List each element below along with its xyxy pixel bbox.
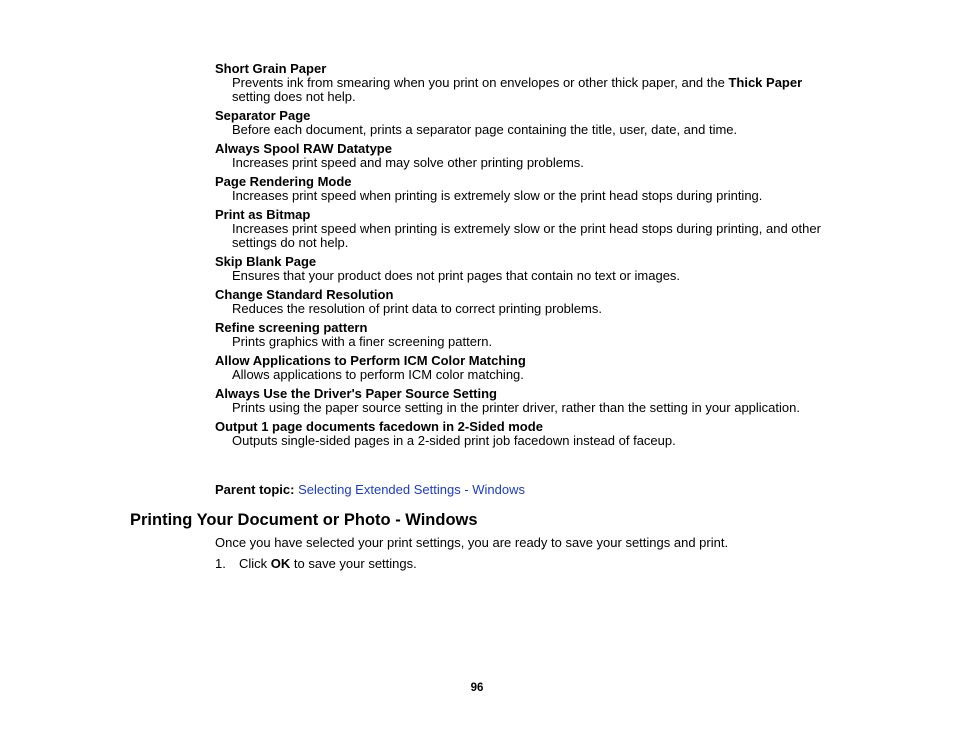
parent-topic <box>215 483 525 497</box>
entry-allow-icm-color-matching <box>215 354 835 382</box>
entry-description: Allows applications to perform ICM color matching. <box>232 367 524 382</box>
entry-term: Always Use the Driver's Paper Source Setting <box>215 386 497 401</box>
step-text: to save your settings. <box>290 556 417 571</box>
parent-topic-link[interactable]: Selecting Extended Settings - Windows <box>298 482 525 497</box>
entry-term: Skip Blank Page <box>215 254 317 269</box>
entry-term: Refine screening pattern <box>215 320 368 335</box>
entry-term: Print as Bitmap <box>215 207 311 222</box>
entry-always-spool-raw <box>215 142 835 170</box>
settings-definition-list <box>215 62 835 448</box>
entry-term: Output 1 page documents facedown in 2-Sided mode <box>215 419 543 434</box>
entry-print-as-bitmap <box>215 208 835 250</box>
entry-description <box>232 76 835 104</box>
entry-description: Increases print speed when printing is extremely slow or the print head stops during printing. <box>232 188 763 203</box>
entry-refine-screening-pattern <box>215 321 835 349</box>
entry-page-rendering-mode <box>215 175 835 203</box>
section-intro: Once you have selected your print settings, you are ready to save your settings and print. <box>215 535 729 550</box>
entry-description: Increases print speed and may solve other printing problems. <box>232 155 584 170</box>
entry-term: Page Rendering Mode <box>215 174 352 189</box>
entry-description: Before each document, prints a separator page containing the title, user, date, and time. <box>232 122 738 137</box>
entry-description: Reduces the resolution of print data to correct printing problems. <box>232 301 602 316</box>
entry-term: Change Standard Resolution <box>215 287 394 302</box>
step-text: Click <box>239 556 271 571</box>
entry-description: Prints using the paper source setting in the printer driver, rather than the setting in your application. <box>232 400 800 415</box>
desc-bold-text: Thick Paper <box>728 75 803 90</box>
entry-term: Short Grain Paper <box>215 61 327 76</box>
desc-text: setting does not help. <box>232 89 356 104</box>
entry-skip-blank-page <box>215 255 835 283</box>
parent-topic-label: Parent topic: <box>215 482 295 497</box>
entry-term: Always Spool RAW Datatype <box>215 141 392 156</box>
entry-description: Ensures that your product does not print pages that contain no text or images. <box>232 268 681 283</box>
entry-term: Allow Applications to Perform ICM Color Matching <box>215 353 526 368</box>
entry-separator-page <box>215 109 835 137</box>
step-bold-text: OK <box>270 556 291 571</box>
entry-description: Increases print speed when printing is extremely slow or the print head stops during printing, and other settings do not help. <box>232 221 821 250</box>
entry-short-grain-paper <box>215 62 835 104</box>
entry-output-facedown-2-sided <box>215 420 835 448</box>
step-number: 1. <box>215 556 226 571</box>
entry-change-standard-resolution <box>215 288 835 316</box>
page-number: 96 <box>470 682 484 694</box>
section-heading: Printing Your Document or Photo - Windows <box>130 511 478 529</box>
entry-driver-paper-source <box>215 387 835 415</box>
step-item <box>215 557 417 571</box>
entry-description: Prints graphics with a finer screening pattern. <box>232 334 493 349</box>
desc-text: Prevents ink from smearing when you print on envelopes or other thick paper, and the <box>232 75 729 90</box>
entry-term: Separator Page <box>215 108 311 123</box>
entry-description: Outputs single-sided pages in a 2-sided print job facedown instead of faceup. <box>232 433 676 448</box>
